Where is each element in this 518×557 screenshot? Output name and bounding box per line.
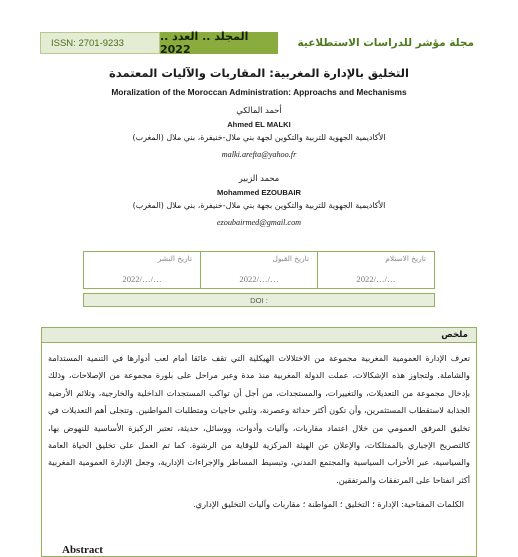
article-title-ar: التخليق بالإدارة المغربية: المقاربات والآليات المعتمدة xyxy=(109,66,409,80)
keywords-line xyxy=(42,489,476,511)
accepted-date-cell xyxy=(200,252,317,288)
author-name-ar: محمد الزبير xyxy=(238,173,280,183)
abstract-ar-body xyxy=(42,343,476,489)
accepted-date-label: تاريخ القبول xyxy=(272,254,309,263)
journal-header xyxy=(40,32,476,54)
received-date-cell xyxy=(317,252,434,288)
author-affiliation: الأكاديمية الجهوية للتربية والتكوين لجهة بني ملال-خنيفرة، بني ملال (المغرب) xyxy=(132,133,386,142)
dates-table xyxy=(83,251,435,289)
published-date-cell xyxy=(84,252,200,288)
author-affiliation: الأكاديمية الجهوية للتربية والتكوين بجهة بني ملال-خنيفرة، بني ملال (المغرب) xyxy=(132,201,386,210)
author-email[interactable]: malki.arefta@yahoo.fr xyxy=(221,150,297,159)
author-email[interactable]: ezoubairmed@gmail.com xyxy=(216,218,302,227)
volume-label: المجلد .. العدد .. 2022 xyxy=(160,32,278,54)
keywords-text: الإدارة ؛ التخليق ؛ المواطنة ؛ مقاربات وآليات التخليق الإداري. xyxy=(193,499,399,510)
received-date-label: تاريخ الاستلام xyxy=(385,254,426,263)
journal-name: مجلة مؤشر للدراسات الاستطلاعية xyxy=(297,37,474,49)
article-title-en: Moralization of the Moroccan Administration: Approachs and Mechanisms xyxy=(111,87,407,97)
author-name-en: Mohammed EZOUBAIR xyxy=(217,188,301,197)
author-name-ar: أحمد المالكي xyxy=(236,105,282,115)
issn-label: ISSN: 2701-9233 xyxy=(40,32,160,54)
doi-field: DOI : xyxy=(83,293,435,307)
abstract-ar-heading: ملخص xyxy=(42,328,476,343)
keywords-label: الكلمات المفتاحية: xyxy=(401,499,464,510)
published-date-value: 2022/…/… xyxy=(122,274,162,284)
abstract-ar-text: تعرف الإدارة العمومية المغربية مجموعة من الاختلالات الهيكلية التي تقف عائقا أمام لعب أدوارها في التنمية المستدامة والشاملة. ولتجاوز هذه الإشكالات، عملت الدولة المغربية منذ مدة وعبر مراحل على بلورة مجموعة من الإصلاحات، وذلك بإدخال مجموعة من التعديلات، والتغييرات، والمستجدات، من أجل أن تواكب المستجدات الداخلية والخارجية، وتلائم الأرضية الجذابة لاستقطاب المستثمرين، وأن تكون أكثر حداثة وعصرنة، وتلبي حاجيات ومتطلبات المواطنين. وتتجلى أهم التعديلات في تخليق المرفق العمومي من خلال اعتماد مقاربات، وآليات وأدوات، ووسائل، حديثة، تعتبر الركيزة الأساسية للنهوض بها، كالتصريح الإجباري بالممتلكات، والإعلان عن الهيئة المركزية للوقاية من الرشوة. كما تم العمل على تخليق الحياة العامة والسياسية، عبر الأحزاب السياسية والمجتمع المدني، وتبسيط المساطر والإجراءات الإدارية، وجعل الإدارة العمومية المغربية أكثر انفتاحا على المرتفقات والمرتفقين. xyxy=(48,353,470,485)
abstract-ar-box xyxy=(41,327,477,557)
accepted-date-value: 2022/…/… xyxy=(239,274,279,284)
author-name-en: Ahmed EL MALKI xyxy=(227,120,291,129)
published-date-label: تاريخ النشر xyxy=(157,254,192,263)
received-date-value: 2022/…/… xyxy=(356,274,396,284)
abstract-en-heading: Abstract xyxy=(62,544,103,556)
